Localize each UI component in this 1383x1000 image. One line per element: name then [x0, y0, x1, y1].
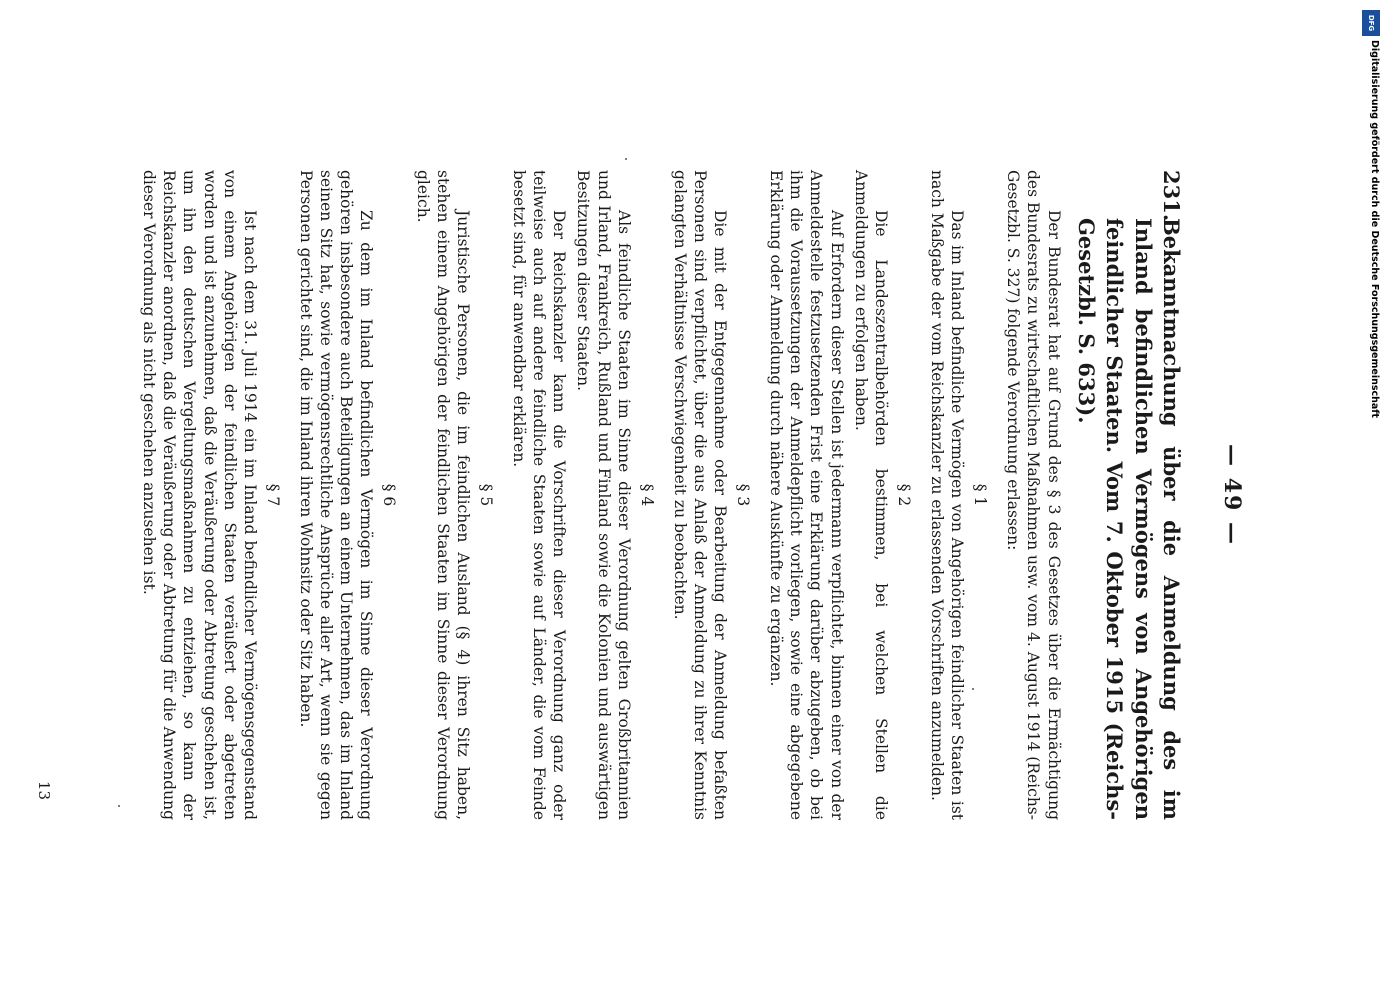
section-label: § 4: [637, 483, 656, 507]
scan-speck: [972, 688, 974, 690]
heading-number: 231.: [1159, 170, 1184, 222]
dfg-logo-icon: [1362, 10, 1380, 36]
dfg-logo-label: DFG: [1367, 14, 1375, 32]
rotated-page: [35, 170, 1245, 820]
document-heading: [1072, 170, 1185, 820]
scan-speck: [625, 158, 627, 160]
section-paragraph: Das im Inland befindliche Vermögen von Angehörigen feindlicher Staaten ist nach Maßgabe der vom Reichskanzler zu erlassenden Vorschriften anzumelden.: [928, 170, 967, 820]
section-paragraph: Zu dem im Inland befindlichen Vermögen im Sinne dieser Verordnung gehören insbesondere auch Beteiligungen an einem Unternehmen, das im Inland seinen Sitz hat, sowie vermögensrechtliche Ansprüche aller Art, wenn sie gegen Personen gerichtet sind, die im Inland ihren Wohnsitz oder Sitz haben.: [296, 170, 376, 820]
section-paragraph: Die Landeszentralbehörden bestimmen, bei welchen Stellen die Anmeldungen zu erfolgen haben.: [851, 170, 890, 820]
scan-speck: [118, 805, 120, 807]
section-label: § 7: [263, 483, 282, 507]
section-paragraph: Juristische Personen, die im feindlichen Ausland (§ 4) ihren Sitz haben, stehen einem Angehörigen der feindlichen Staaten im Sinne dieser Verordnung gleich.: [413, 170, 472, 820]
section-label: § 5: [476, 483, 495, 507]
section-label: § 1: [971, 483, 990, 507]
section-label: § 6: [380, 483, 399, 507]
section-label: § 3: [734, 483, 753, 507]
section-paragraph: Der Reichskanzler kann die Vorschriften dieser Verordnung ganz oder teilweise auch auf andere feindliche Staaten sowie auf Länder, die vom Feinde besetzt sind, für anwendbar erklären.: [509, 170, 569, 820]
heading-text: Bekanntmachung über die Anmeldung des im Inland befindlichen Vermögens von Angehörigen feindlicher Staaten. Vom 7. Oktober 1915 (Reichs-Gesetzbl. S. 633).: [1073, 218, 1184, 820]
section-paragraph: Ist nach dem 31. Juli 1914 ein im Inland befindlicher Vermögensgegenstand von einem Angehörigen der feindlichen Staaten veräußert oder abgetreten worden und ist anzunehmen, daß die Veräußerung oder Abtretung geschehen ist, um ihn den deutschen Vergeltungsmaßnahmen zu entziehen, so kann der Reichskanzler anordnen, daß die Veräußerung oder Abtretung für die Anwendung dieser Verordnung als nicht geschehen anzusehen ist.: [140, 170, 259, 820]
preamble: Der Bundesrat hat auf Grund des § 3 des Gesetzes über die Ermächtigung des Bundesrats zu wirtschaftlichen Maßnahmen usw. vom 4. August 1914 (Reichs-Gesetzbl. S. 327) folgende Verordnung erlassen:: [1004, 170, 1063, 820]
page-number: — 49 —: [1219, 444, 1245, 546]
section-paragraph: Als feindliche Staaten im Sinne dieser Verordnung gelten Großbritannien und Irland, Frankreich, Rußland und Finland sowie die Kolonien und auswärtigen Besitzungen dieser Staaten.: [574, 170, 633, 820]
section-paragraph: Auf Erfordern dieser Stellen ist jedermann verpflichtet, binnen einer von der Anmeldestelle festzusetzenden Frist eine Erklärung darüber abzugeben, ob bei ihm die Voraussetzungen der Anmeldepflicht vorliegen, sowie eine abgegebene Erklärung oder Anmeldung durch nähere Auskünfte zu ergänzen.: [767, 170, 846, 820]
dfg-sidebar: [1362, 10, 1382, 418]
section-label: § 2: [894, 483, 913, 507]
dfg-funding-note: Digitalisierung gefördert durch die Deutsche Forschungsgemeinschaft: [1369, 40, 1380, 418]
section-paragraph: Die mit der Entgegennahme oder Bearbeitung der Anmeldung befaßten Personen sind verpflichtet, über die aus Anlaß der Anmeldung zu ihrer Kenntnis gelangten Verhältnisse Verschwiegenheit zu beobachten.: [670, 170, 730, 820]
signature-mark: 13: [35, 780, 53, 800]
